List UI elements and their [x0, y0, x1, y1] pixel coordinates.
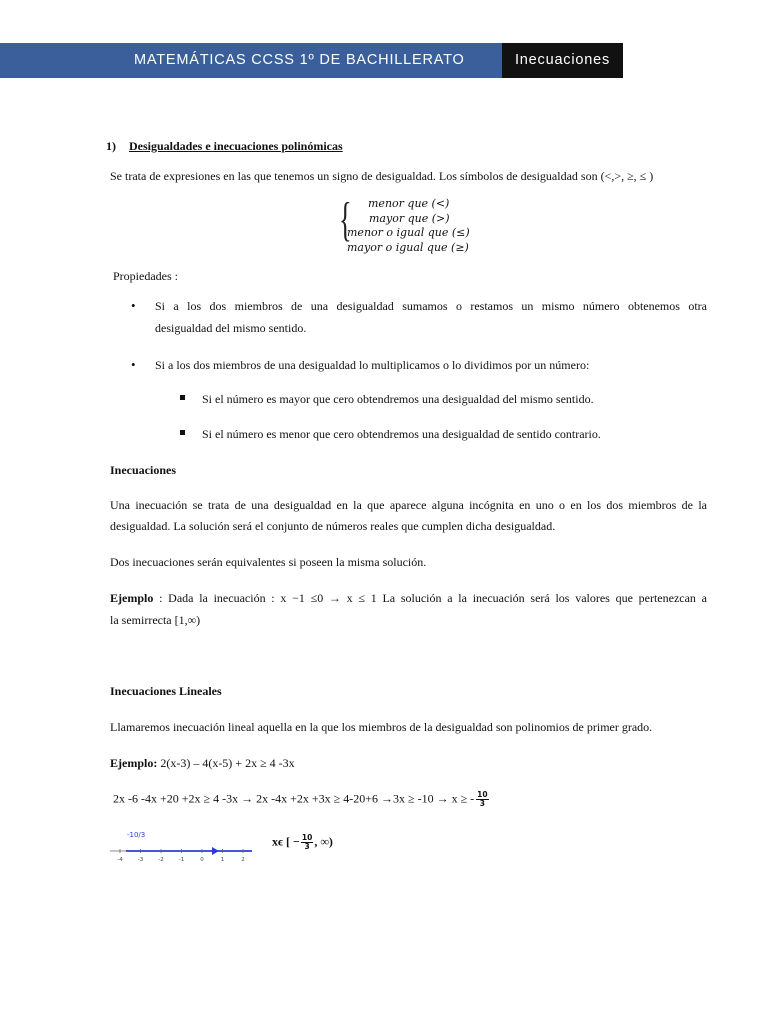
- sub-bullet1: Si el número es mayor que cero obtendremos una desigualdad del mismo sentido.: [202, 392, 594, 406]
- lineales-definition: Llamaremos inecuación lineal aquella en la que los miembros de la desigualdad son polinomios de primer grado.: [110, 720, 653, 734]
- number-line-marker-label: -10/3: [127, 831, 146, 839]
- lineales-ejemplo-eq: 2(x-3) – 4(x-5) + 2x ≥ 4 -3x: [157, 756, 295, 770]
- number-line-tick-label: 2: [241, 857, 245, 863]
- number-line-tick-label: -3: [137, 857, 144, 863]
- lineales-steps: [113, 791, 489, 808]
- bullet2-text: Si a los dos miembros de una desigualdad lo multiplicamos o lo dividimos por un número:: [155, 358, 590, 372]
- bullet-icon: •: [131, 357, 136, 372]
- header-title: MATEMÁTICAS CCSS 1º DE BACHILLERATO: [134, 52, 465, 68]
- bullet-icon: •: [131, 298, 136, 313]
- intro-text: Se trata de expresiones en las que tenemos un signo de desigualdad. Los símbolos de desigualdad son (<,>, ≥, ≤ ): [110, 169, 654, 183]
- ejemplo-line1: [110, 591, 707, 606]
- lineales-ejemplo: [110, 756, 295, 771]
- lineales-ejemplo-label: Ejemplo:: [110, 756, 158, 770]
- ejemplo-label: Ejemplo: [110, 591, 154, 605]
- sub-bullet2: Si el número es menor que cero obtendremos una desigualdad de sentido contrario.: [202, 427, 601, 441]
- solution-interval: [272, 834, 333, 851]
- bullet1-line2: desigualdad del mismo sentido.: [155, 321, 307, 335]
- square-bullet-icon: [180, 395, 185, 400]
- propiedades-label: Propiedades :: [113, 269, 178, 283]
- bullet1-line1: Si a los dos miembros de una desigualdad sumamos o restamos un mismo número obtenemos otra: [155, 299, 707, 313]
- number-line-tick-label: 1: [220, 857, 225, 863]
- inecuaciones-para1-line2: desigualdad. La solución será el conjunto de números reales que cumplen dicha desigualdad.: [110, 519, 556, 533]
- lineales-heading: Inecuaciones Lineales: [110, 684, 222, 698]
- number-line-tick-label: 0: [200, 857, 204, 863]
- solution-suffix: , ∞): [314, 834, 333, 849]
- fraction: [476, 791, 488, 808]
- section-number: 1): [106, 139, 116, 153]
- symbol-item: mayor o igual que (≥): [347, 241, 469, 254]
- fraction-numerator: 10: [477, 790, 488, 799]
- inecuaciones-para1-line1: Una inecuación se trata de una desigualdad en la que aparece alguna incógnita en uno o en los dos miembros de la: [110, 498, 707, 512]
- brace-symbol: {: [339, 193, 352, 246]
- fraction-denominator: 3: [479, 799, 485, 808]
- number-line-tick-label: -4: [117, 857, 123, 863]
- ejemplo-text: : Dada la inecuación : x −1 ≤0 → x ≤ 1 La solución a la inecuación será los valores que pertenezcan a: [153, 591, 707, 605]
- symbol-item: mayor que (>): [369, 212, 450, 225]
- symbol-item: menor o igual que (≤): [347, 226, 470, 239]
- lineales-steps-text: 2x -6 -4x +20 +2x ≥ 4 -3x → 2x -4x +2x +3x ≥ 4-20+6 →3x ≥ -10 → x ≥ -: [113, 791, 475, 806]
- solution-fraction-numerator: 10: [301, 833, 313, 842]
- square-bullet-icon: [180, 430, 185, 435]
- number-line-tick-label: -2: [158, 857, 164, 863]
- number-line-tick-label: -1: [178, 857, 185, 863]
- symbol-item: menor que (<): [368, 197, 450, 210]
- solution-fraction-denominator: 3: [304, 842, 310, 851]
- inecuaciones-para2: Dos inecuaciones serán equivalentes si poseen la misma solución.: [110, 555, 427, 569]
- ejemplo-line2: la semirrecta [1,∞): [110, 613, 201, 627]
- number-line: [108, 828, 256, 864]
- solution-fraction: [301, 834, 313, 851]
- inecuaciones-heading: Inecuaciones: [110, 463, 176, 477]
- arrow-icon: [212, 847, 219, 855]
- solution-prefix: xϵ [ −: [272, 834, 300, 849]
- header-tag: Inecuaciones: [502, 43, 623, 78]
- section-title: Desigualdades e inecuaciones polinómicas: [129, 139, 343, 153]
